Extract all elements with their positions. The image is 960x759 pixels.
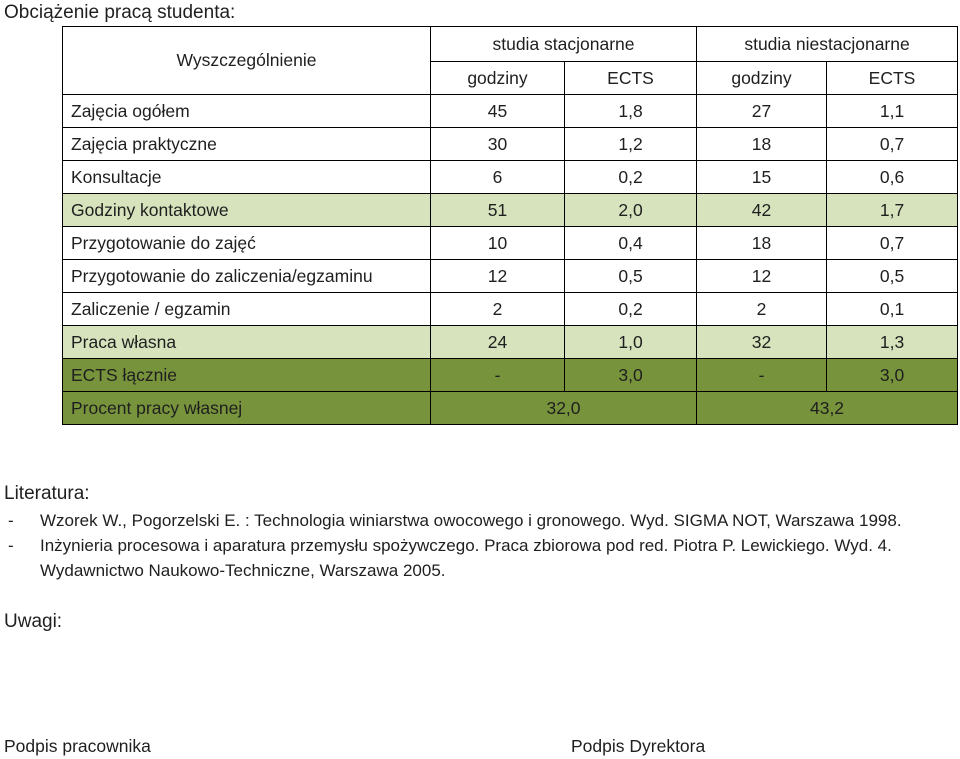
cell-value: 0,4 bbox=[565, 227, 697, 260]
cell-value: 3,0 bbox=[565, 359, 697, 392]
cell-value: 0,2 bbox=[565, 293, 697, 326]
table-header-row bbox=[63, 27, 958, 62]
table-row-contact-hours bbox=[63, 194, 958, 227]
row-label: Godziny kontaktowe bbox=[63, 194, 431, 227]
cell-value: 15 bbox=[697, 161, 827, 194]
cell-value: 51 bbox=[431, 194, 565, 227]
table-row-own-work bbox=[63, 326, 958, 359]
cell-value: 18 bbox=[697, 128, 827, 161]
cell-value: 0,5 bbox=[827, 260, 958, 293]
cell-value: 10 bbox=[431, 227, 565, 260]
cell-value: 42 bbox=[697, 194, 827, 227]
literature-text: Inżynieria procesowa i aparatura przemysłu spożywczego. Praca zbiorowa pod red. Piotra P. Lewickiego. Wyd. 4. bbox=[40, 536, 892, 555]
cell-value: 3,0 bbox=[827, 359, 958, 392]
row-label: Przygotowanie do zaliczenia/egzaminu bbox=[63, 260, 431, 293]
cell-value: 1,7 bbox=[827, 194, 958, 227]
cell-value: 0,6 bbox=[827, 161, 958, 194]
table-row-own-work-percent bbox=[63, 392, 958, 425]
header-part-time: studia niestacjonarne bbox=[697, 27, 958, 62]
director-signature-label: Podpis Dyrektora bbox=[571, 736, 706, 756]
cell-value: 1,0 bbox=[565, 326, 697, 359]
cell-value: 43,2 bbox=[697, 392, 958, 425]
header-full-time: studia stacjonarne bbox=[431, 27, 697, 62]
cell-value: 24 bbox=[431, 326, 565, 359]
subheader-ects: ECTS bbox=[565, 62, 697, 95]
cell-value: 1,8 bbox=[565, 95, 697, 128]
cell-value: 0,2 bbox=[565, 161, 697, 194]
cell-value: 27 bbox=[697, 95, 827, 128]
cell-value: 2 bbox=[697, 293, 827, 326]
cell-value: 12 bbox=[697, 260, 827, 293]
cell-value: - bbox=[697, 359, 827, 392]
cell-value: 32 bbox=[697, 326, 827, 359]
row-label: Procent pracy własnej bbox=[63, 392, 431, 425]
row-label: ECTS łącznie bbox=[63, 359, 431, 392]
subheader-hours: godziny bbox=[697, 62, 827, 95]
literature-text: Wzorek W., Pogorzelski E. : Technologia winiarstwa owocowego i gronowego. Wyd. SIGMA NOT, Warszawa 1998. bbox=[40, 511, 902, 530]
table-row bbox=[63, 293, 958, 326]
subheader-ects: ECTS bbox=[827, 62, 958, 95]
literature-title: Literatura: bbox=[4, 483, 90, 504]
literature-list bbox=[8, 508, 958, 583]
literature-text-continuation: Wydawnictwo Naukowo-Techniczne, Warszawa 2005. bbox=[40, 561, 446, 580]
cell-value: 18 bbox=[697, 227, 827, 260]
row-label: Konsultacje bbox=[63, 161, 431, 194]
cell-value: 0,5 bbox=[565, 260, 697, 293]
row-label: Zajęcia praktyczne bbox=[63, 128, 431, 161]
table-row bbox=[63, 161, 958, 194]
cell-value: 0,7 bbox=[827, 227, 958, 260]
cell-value: 45 bbox=[431, 95, 565, 128]
cell-value: 32,0 bbox=[431, 392, 697, 425]
bullet-dash: - bbox=[8, 536, 14, 555]
cell-value: 12 bbox=[431, 260, 565, 293]
table-row bbox=[63, 95, 958, 128]
cell-value: 1,2 bbox=[565, 128, 697, 161]
table-row bbox=[63, 227, 958, 260]
table-row-ects-total bbox=[63, 359, 958, 392]
cell-value: 30 bbox=[431, 128, 565, 161]
literature-item bbox=[8, 508, 958, 533]
row-label: Zaliczenie / egzamin bbox=[63, 293, 431, 326]
cell-value: 6 bbox=[431, 161, 565, 194]
cell-value: 1,1 bbox=[827, 95, 958, 128]
workload-table bbox=[62, 26, 958, 425]
subheader-hours: godziny bbox=[431, 62, 565, 95]
bullet-dash: - bbox=[8, 511, 14, 530]
remarks-title: Uwagi: bbox=[4, 611, 63, 632]
row-label: Praca własna bbox=[63, 326, 431, 359]
cell-value: - bbox=[431, 359, 565, 392]
table-row bbox=[63, 128, 958, 161]
row-label: Przygotowanie do zajęć bbox=[63, 227, 431, 260]
cell-value: 0,7 bbox=[827, 128, 958, 161]
cell-value: 0,1 bbox=[827, 293, 958, 326]
row-label: Zajęcia ogółem bbox=[63, 95, 431, 128]
cell-value: 2,0 bbox=[565, 194, 697, 227]
workload-title: Obciążenie pracą studenta: bbox=[4, 2, 236, 23]
table-row bbox=[63, 260, 958, 293]
header-description: Wyszczególnienie bbox=[63, 27, 431, 95]
employee-signature-label: Podpis pracownika bbox=[4, 736, 151, 756]
literature-item bbox=[8, 533, 958, 583]
cell-value: 2 bbox=[431, 293, 565, 326]
cell-value: 1,3 bbox=[827, 326, 958, 359]
